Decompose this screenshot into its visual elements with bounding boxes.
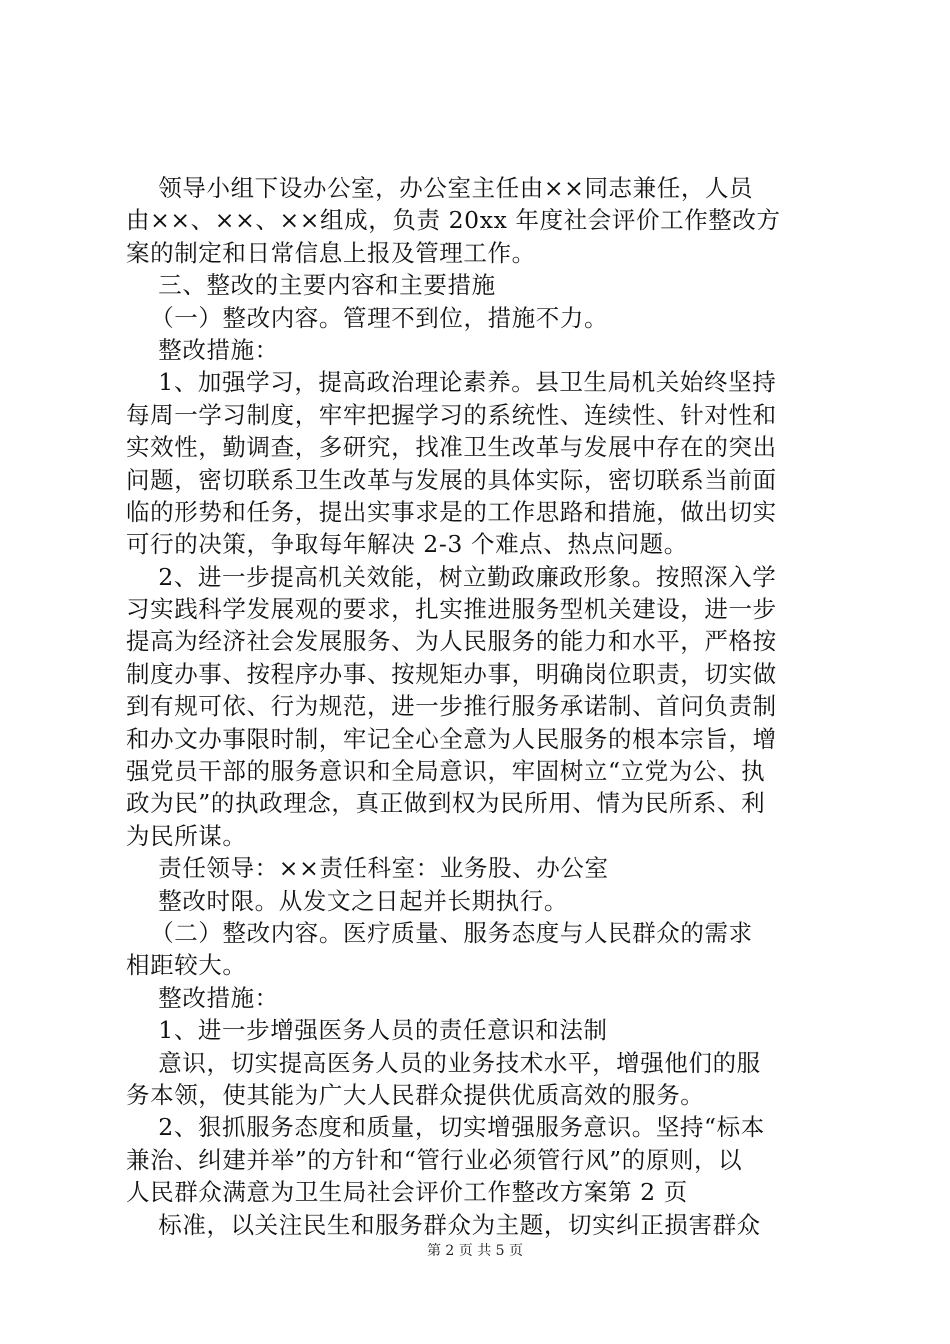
text-line: 到有规可依、行为规范，进一步推行服务承诺制、首问负责制 [126, 692, 777, 721]
text-line: 制度办事、按程序办事、按规矩办事，明确岗位职责，切实做 [126, 659, 777, 688]
text-line: 强党员干部的服务意识和全局意识，牢固树立“立党为公、执 [126, 757, 766, 786]
text-line: 1、进一步增强医务人员的责任意识和法制 [126, 1016, 608, 1045]
text-line: 标准，以关注民生和服务群众为主题，切实纠正损害群众 [126, 1210, 761, 1239]
text-line: 提高为经济社会发展服务、为人民服务的能力和水平，严格按 [126, 627, 777, 656]
text-line: 政为民”的执政理念，真正做到权为民所用、情为民所系、利 [126, 789, 766, 818]
text-line: 责任领导：××责任科室：业务股、办公室 [126, 854, 609, 883]
text-line: 1、加强学习，提高政治理论素养。县卫生局机关始终坚持 [126, 368, 777, 397]
text-line: 实效性，勤调查，多研究，找准卫生改革与发展中存在的突出 [126, 433, 777, 462]
text-line: 2、进一步提高机关效能，树立勤政廉政形象。按照深入学 [126, 562, 777, 591]
text-line: 领导小组下设办公室，办公室主任由××同志兼任，人员 [126, 174, 754, 202]
document-body [126, 172, 836, 1241]
text-line: 人民群众满意为卫生局社会评价工作整改方案第 2 页 [126, 1178, 688, 1207]
text-line: 由××、××、××组成，负责 20xx 年度社会评价工作整改方 [126, 206, 781, 235]
text-line: 可行的决策，争取每年解决 2-3 个难点、热点问题。 [126, 530, 688, 559]
text-line: 兼治、纠建并举”的方针和“管行业必须管行风”的原则，以 [126, 1145, 743, 1174]
text-line: 三、整改的主要内容和主要措施 [126, 271, 496, 300]
text-line: 相距较大。 [126, 951, 247, 980]
text-line: 意识，切实提高医务人员的业务技术水平，增强他们的服 [126, 1048, 761, 1077]
text-line: 整改时限。从发文之日起并长期执行。 [126, 886, 568, 915]
text-line: 为民所谋。 [126, 821, 247, 850]
text-line: 2、狠抓服务态度和质量，切实增强服务意识。坚持“标本 [126, 1113, 765, 1142]
text-line: 案的制定和日常信息上报及管理工作。 [126, 238, 536, 267]
text-line: 问题，密切联系卫生改革与发展的具体实际，密切联系当前面 [126, 465, 777, 494]
text-line: 整改措施： [126, 983, 279, 1012]
text-line: 务本领，使其能为广大人民群众提供优质高效的服务。 [126, 1080, 705, 1109]
text-line: （二）整改内容。医疗质量、服务态度与人民群众的需求 [126, 918, 753, 947]
text-line: 习实践科学发展观的要求，扎实推进服务型机关建设，进一步 [126, 595, 777, 624]
text-line: 每周一学习制度，牢牢把握学习的系统性、连续性、针对性和 [126, 400, 777, 429]
page-footer: 第 2 页 共 5 页 [426, 1243, 524, 1259]
text-line: 和办文办事限时制，牢记全心全意为人民服务的根本宗旨，增 [126, 724, 777, 753]
text-line: 临的形势和任务，提出实事求是的工作思路和措施，做出切实 [126, 497, 777, 526]
text-line: （一）整改内容。管理不到位，措施不力。 [126, 303, 609, 332]
text-line: 整改措施： [126, 335, 279, 364]
